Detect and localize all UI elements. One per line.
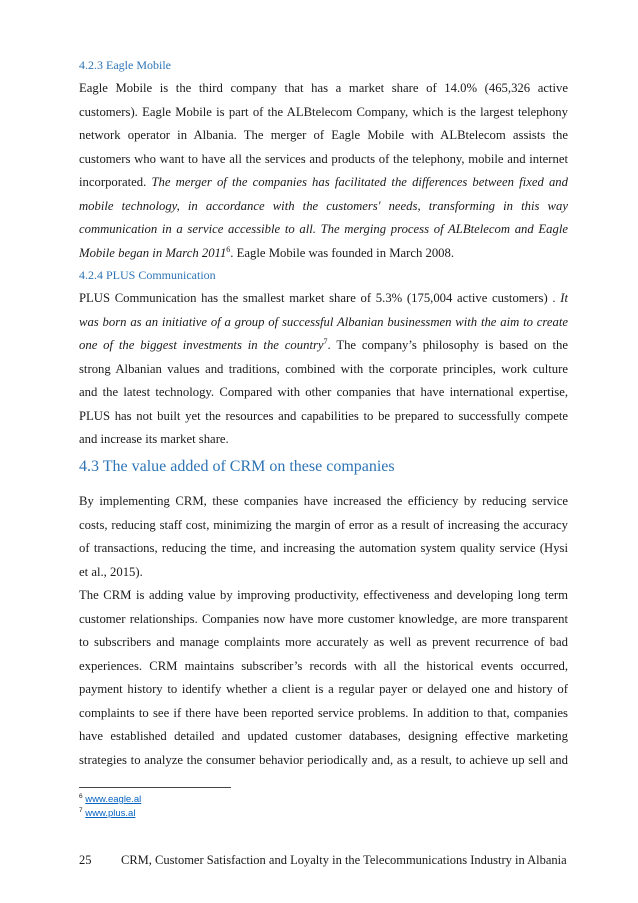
footnote-6	[79, 794, 141, 805]
text-line: strategies to analyze the consumer behavior periodically and, as a result, to achieve up sell and	[79, 752, 568, 767]
text-line: et al., 2015).	[79, 564, 143, 579]
heading-4-2-4: 4.2.4 PLUS Communication	[79, 268, 216, 282]
footnote-number: 6	[79, 792, 83, 800]
text-plain: . The company’s philosophy is based on the	[327, 338, 568, 352]
paragraph-plus-communication	[79, 287, 568, 452]
text-line	[79, 242, 568, 266]
text-italic: Mobile began in March 2011	[79, 245, 227, 260]
footnote-number: 7	[79, 806, 83, 814]
text-plain: . Eagle Mobile was founded in March 2008.	[230, 245, 455, 260]
footnote-7	[79, 808, 135, 819]
footnote-ref-6[interactable]: 6	[226, 244, 231, 254]
heading-4-2-3: 4.2.3 Eagle Mobile	[79, 58, 171, 72]
text-line	[79, 195, 568, 219]
text-italic: one of the biggest investments in the country	[79, 338, 324, 352]
paragraph-crm-value	[79, 584, 568, 772]
text-line: network operator in Albania. The merger of Eagle Mobile with ALBtelecom assists the	[79, 128, 568, 142]
text-line: By implementing CRM, these companies have increased the efficiency by reducing service	[79, 494, 568, 508]
paragraph-eagle-mobile	[79, 77, 568, 265]
text-line: and the latest technology. Compared with other companies that have international expertise,	[79, 385, 568, 399]
text-italic: communication in a service accessible to all. The merging process of ALBtelecom and Eagle	[79, 222, 568, 236]
heading-4-3: 4.3 The value added of CRM on these companies	[79, 458, 395, 475]
text-line: payment history to identify whether a client is a regular payer or delayed one and history of	[79, 682, 568, 696]
text-line: customers). Eagle Mobile is part of the ALBtelecom Company, which is the largest telephony	[79, 104, 568, 119]
text-line: strong Albanian values and traditions, combined with the corporate principles, work culture	[79, 361, 568, 376]
footnote-link-plus[interactable]: www.plus.al	[85, 808, 136, 819]
footnote-separator	[79, 787, 231, 788]
text-line: The CRM is adding value by improving productivity, effectiveness and developing long term	[79, 588, 568, 602]
text-italic: was born as an initiative of a group of successful Albanian businessmen with the aim to create	[79, 314, 568, 329]
text-line: to subscribers and manage complaints more accurately as well as prevent recurrence of bad	[79, 635, 568, 649]
page-footer	[79, 853, 568, 868]
text-italic: mobile technology, in accordance with the customers' needs, transforming in this way	[79, 198, 568, 213]
text-line	[79, 287, 568, 311]
text-line: and increase its market share.	[79, 432, 229, 446]
text-line: have established detailed and updated customer databases, designing effective marketing	[79, 729, 568, 743]
text-line: of transactions, reducing the time, and increasing the automation system quality service (Hysi	[79, 541, 568, 555]
text-line: customer relationships. Companies now have more customer knowledge, are more transparent	[79, 611, 568, 626]
text-italic: It	[555, 291, 568, 305]
footnote-link-eagle[interactable]: www.eagle.al	[85, 794, 142, 805]
text-line: costs, reducing staff cost, minimizing the margin of error as a result of increasing the accuracy	[79, 517, 568, 532]
text-line: experiences. CRM maintains subscriber’s records with all the historical events occurred,	[79, 658, 568, 673]
footnote-ref-7[interactable]: 7	[323, 336, 328, 346]
text-line: PLUS has not built yet the resources and capabilities to be prepared to successfully compete	[79, 408, 568, 423]
text-line	[79, 334, 568, 358]
text-line: complaints to see if there have been reported service problems. In addition to that, companies	[79, 705, 568, 720]
text-plain: incorporated.	[79, 175, 147, 189]
page-number: 25	[79, 853, 92, 867]
text-line: customers who want to have all the services and products of the telephony, mobile and internet	[79, 151, 568, 166]
text-line: Eagle Mobile is the third company that has a market share of 14.0% (465,326 active	[79, 81, 568, 95]
running-title: CRM, Customer Satisfaction and Loyalty in the Telecommunications Industry in Albania	[121, 853, 567, 867]
paragraph-crm-efficiency	[79, 490, 568, 584]
text-line	[79, 171, 568, 195]
text-plain: PLUS Communication has the smallest market share of 5.3% (175,004 active customers) .	[79, 291, 556, 305]
text-line	[79, 218, 568, 242]
text-line	[79, 311, 568, 335]
text-italic: The merger of the companies has facilitated the differences between fixed and	[146, 175, 568, 189]
